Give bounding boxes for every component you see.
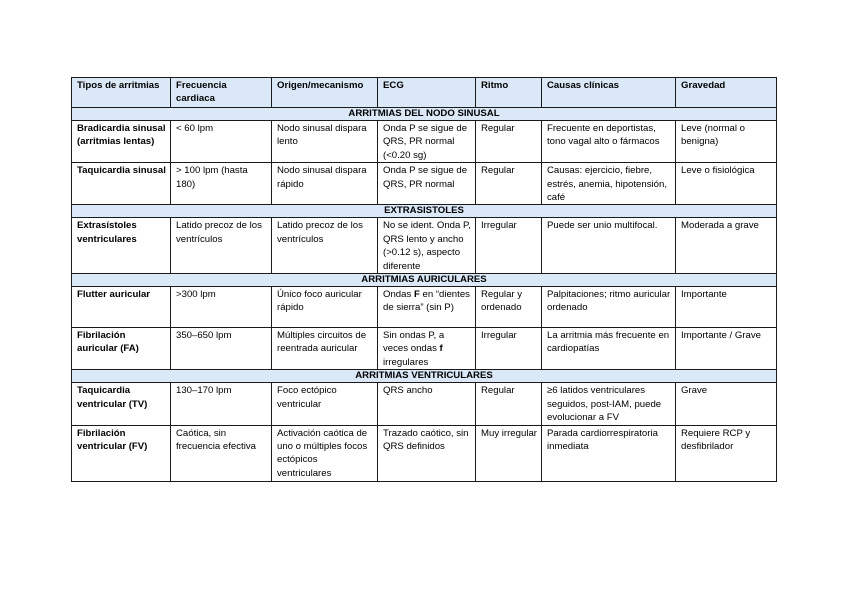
cell-gravedad: Grave [676, 383, 777, 425]
cell-causas: Palpitaciones; ritmo auricular ordenado [542, 287, 676, 328]
cell-tipo: Bradicardia sinusal (arritmias lentas) [72, 121, 171, 163]
table-row [72, 287, 777, 328]
cell-causas: ≥6 latidos ventriculares seguidos, post-IAM, puede evolucionar a FV [542, 383, 676, 425]
cell-ritmo: Muy irregular [476, 425, 542, 481]
cell-ritmo: Regular [476, 383, 542, 425]
ecg-text: Ondas [383, 289, 414, 301]
section-row [72, 205, 777, 218]
cell-ritmo: Regular y ordenado [476, 287, 542, 328]
cell-gravedad: Leve (normal o benigna) [676, 121, 777, 163]
cell-frecuencia: Latido precoz de los ventrículos [171, 218, 272, 274]
section-row [72, 274, 777, 287]
cell-ecg: Onda P se sigue de QRS, PR normal (<0.20 sg) [378, 121, 476, 163]
cell-ecg [378, 287, 476, 328]
ecg-wave-letter: f [439, 343, 443, 355]
table-row [72, 121, 777, 163]
cell-causas: Frecuente en deportistas, tono vagal alto o fármacos [542, 121, 676, 163]
ecg-text: en “dientes de sierra” (sin P) [383, 289, 470, 314]
section-title: ARRITMIAS AURICULARES [72, 274, 777, 287]
cell-gravedad: Leve o fisiológica [676, 163, 777, 205]
cell-ecg [378, 328, 476, 370]
header-origen: Origen/mecanismo [272, 78, 378, 108]
cell-frecuencia: < 60 lpm [171, 121, 272, 163]
header-gravedad: Gravedad [676, 78, 777, 108]
cell-ritmo: Irregular [476, 328, 542, 370]
header-ritmo: Ritmo [476, 78, 542, 108]
cell-origen: Nodo sinusal dispara rápido [272, 163, 378, 205]
header-frecuencia: Frecuencia cardiaca [171, 78, 272, 108]
cell-origen: Activación caótica de uno o múltiples focos ectópicos ventriculares [272, 425, 378, 481]
cell-frecuencia: 350–650 lpm [171, 328, 272, 370]
table-body [72, 108, 777, 482]
header-tipos: Tipos de arritmias [72, 78, 171, 108]
ecg-wave-letter: F [413, 289, 420, 301]
table-row [72, 383, 777, 425]
cell-ecg: Onda P se sigue de QRS, PR normal [378, 163, 476, 205]
section-row [72, 370, 777, 383]
cell-gravedad: Importante [676, 287, 777, 328]
cell-ritmo: Regular [476, 121, 542, 163]
header-causas: Causas clínicas [542, 78, 676, 108]
cell-tipo: Taquicardia ventricular (TV) [72, 383, 171, 425]
cell-causas: La arritmia más frecuente en cardiopatías [542, 328, 676, 370]
ecg-text: irregulares [383, 356, 429, 368]
cell-origen: Nodo sinusal dispara lento [272, 121, 378, 163]
table-row [72, 328, 777, 370]
cell-ritmo: Irregular [476, 218, 542, 274]
cell-frecuencia: 130–170 lpm [171, 383, 272, 425]
cell-gravedad: Moderada a grave [676, 218, 777, 274]
header-ecg: ECG [378, 78, 476, 108]
header-row [72, 78, 777, 108]
section-row [72, 108, 777, 121]
cell-frecuencia: > 100 lpm (hasta 180) [171, 163, 272, 205]
arrhythmia-table [71, 77, 777, 482]
cell-gravedad: Requiere RCP y desfibrilador [676, 425, 777, 481]
cell-ritmo: Regular [476, 163, 542, 205]
section-title: ARRITMIAS VENTRICULARES [72, 370, 777, 383]
ecg-text: Sin ondas P, a veces ondas [383, 330, 445, 355]
cell-tipo: Fibrilación ventricular (FV) [72, 425, 171, 481]
cell-origen: Foco ectópico ventricular [272, 383, 378, 425]
cell-frecuencia: Caótica, sin frecuencia efectiva [171, 425, 272, 481]
cell-causas: Causas: ejercicio, fiebre, estrés, anemia, hipotensión, café [542, 163, 676, 205]
cell-gravedad: Importante / Grave [676, 328, 777, 370]
table-row [72, 425, 777, 481]
table-row [72, 163, 777, 205]
cell-origen: Latido precoz de los ventrículos [272, 218, 378, 274]
cell-causas: Puede ser unio multifocal. [542, 218, 676, 274]
cell-tipo: Fibrilación auricular (FA) [72, 328, 171, 370]
table-header [72, 78, 777, 108]
cell-ecg: No se ident. Onda P, QRS lento y ancho (>0.12 s), aspecto diferente [378, 218, 476, 274]
cell-ecg: QRS ancho [378, 383, 476, 425]
cell-frecuencia: >300 lpm [171, 287, 272, 328]
cell-tipo: Taquicardia sinusal [72, 163, 171, 205]
cell-origen: Único foco auricular rápido [272, 287, 378, 328]
section-title: EXTRASISTOLES [72, 205, 777, 218]
cell-tipo: Flutter auricular [72, 287, 171, 328]
table-row [72, 218, 777, 274]
cell-origen: Múltiples circuitos de reentrada auricular [272, 328, 378, 370]
cell-tipo: Extrasístoles ventriculares [72, 218, 171, 274]
cell-causas: Parada cardiorrespiratoria inmediata [542, 425, 676, 481]
cell-ecg: Trazado caótico, sin QRS definidos [378, 425, 476, 481]
section-title: ARRITMIAS DEL NODO SINUSAL [72, 108, 777, 121]
